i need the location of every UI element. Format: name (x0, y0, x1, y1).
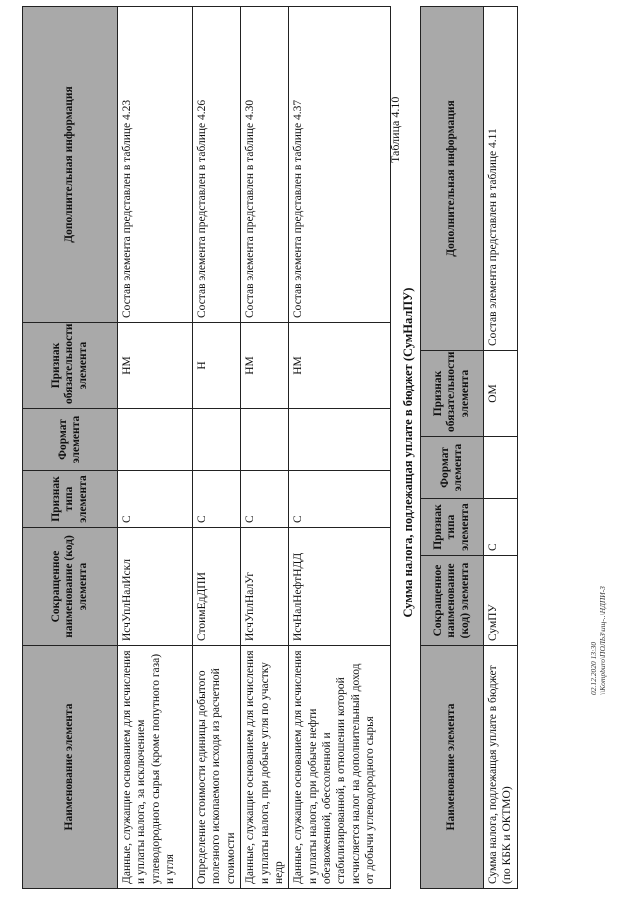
cell-type: С (118, 471, 193, 528)
cell-info: Состав элемента представлен в таблице 4.23 (118, 7, 193, 323)
cell-format (118, 409, 193, 471)
cell-format (193, 409, 241, 471)
cell-code: СумПУ (484, 556, 518, 646)
stamp-date: 02.12.2020 13:30 (589, 641, 598, 695)
cell-info: Состав элемента представлен в таблице 4.37 (289, 7, 391, 323)
table-header-row (23, 7, 118, 889)
cell-name: Данные, служащие основанием для исчисления и уплаты налога, за исключением углеводородного сырья (кроме попутного газа) и угля (118, 646, 193, 889)
header-format: Формат элемента (23, 409, 118, 471)
table-row (193, 7, 241, 889)
cell-required: НМ (241, 323, 289, 409)
table-row (241, 7, 289, 889)
header-name: Наименование элемента (421, 646, 484, 889)
cell-code: ИсчУплНалУг (241, 528, 289, 646)
cell-required: НМ (289, 323, 391, 409)
cell-format (289, 409, 391, 471)
table-number-label: Таблица 4.10 (388, 96, 402, 163)
cell-required: НМ (118, 323, 193, 409)
header-code: Сокращенное наименование (код) элемента (421, 556, 484, 646)
cell-type: С (484, 499, 518, 556)
cell-required: Н (193, 323, 241, 409)
header-code: Сокращенное наименование (код) элемента (23, 528, 118, 646)
cell-code: СтоимЕдДПИ (193, 528, 241, 646)
cell-info: Состав элемента представлен в таблице 4.30 (241, 7, 289, 323)
cell-format (484, 437, 518, 499)
header-info: Дополнительная информация (23, 7, 118, 323)
cell-type: С (193, 471, 241, 528)
header-format: Формат элемента (421, 437, 484, 499)
print-stamp (590, 586, 607, 695)
header-info: Дополнительная информация (421, 7, 484, 351)
cell-code: ИсчУплНалИскл (118, 528, 193, 646)
header-type: Признак типа элемента (421, 499, 484, 556)
cell-format (241, 409, 289, 471)
tax-sum-table (420, 6, 518, 889)
header-type: Признак типа элемента (23, 471, 118, 528)
cell-info: Состав элемента представлен в таблице 4.11 (484, 7, 518, 351)
header-required: Признак обязательности элемента (23, 323, 118, 409)
cell-info: Состав элемента представлен в таблице 4.26 (193, 7, 241, 323)
table-row (118, 7, 193, 889)
table-header-row (421, 7, 484, 889)
header-required: Признак обязательности элемента (421, 351, 484, 437)
cell-name: Определение стоимости единицы добытого полезного ископаемого исходя из расчетной стоимости (193, 646, 241, 889)
cell-name: Данные, служащие основанием для исчисления и уплаты налога, при добыче угля по участку недр (241, 646, 289, 889)
header-name: Наименование элемента (23, 646, 118, 889)
cell-type: С (241, 471, 289, 528)
cell-required: ОМ (484, 351, 518, 437)
table-row (289, 7, 391, 889)
stamp-path: \\Kompburo\ПОЛЬЗ\ищ-..\НДПИ-3 (597, 586, 607, 695)
cell-name: Данные, служащие основанием для исчисления и уплаты налога, при добыче нефти обезвоженной, обессоленной и стабилизированной, в отношении которой исчисляется налог на дополнительный доход от добычи углеводородного сырья (289, 646, 391, 889)
cell-code: ИсчНалНефтНДД (289, 528, 391, 646)
table-caption: Сумма налога, подлежащая уплате в бюджет (СумНалПУ) (401, 287, 415, 618)
cell-name: Сумма налога, подлежащая уплате в бюджет (по КБК и ОКТМО) (484, 646, 518, 889)
cell-type: С (289, 471, 391, 528)
elements-table (22, 6, 391, 889)
table-row (484, 7, 518, 889)
